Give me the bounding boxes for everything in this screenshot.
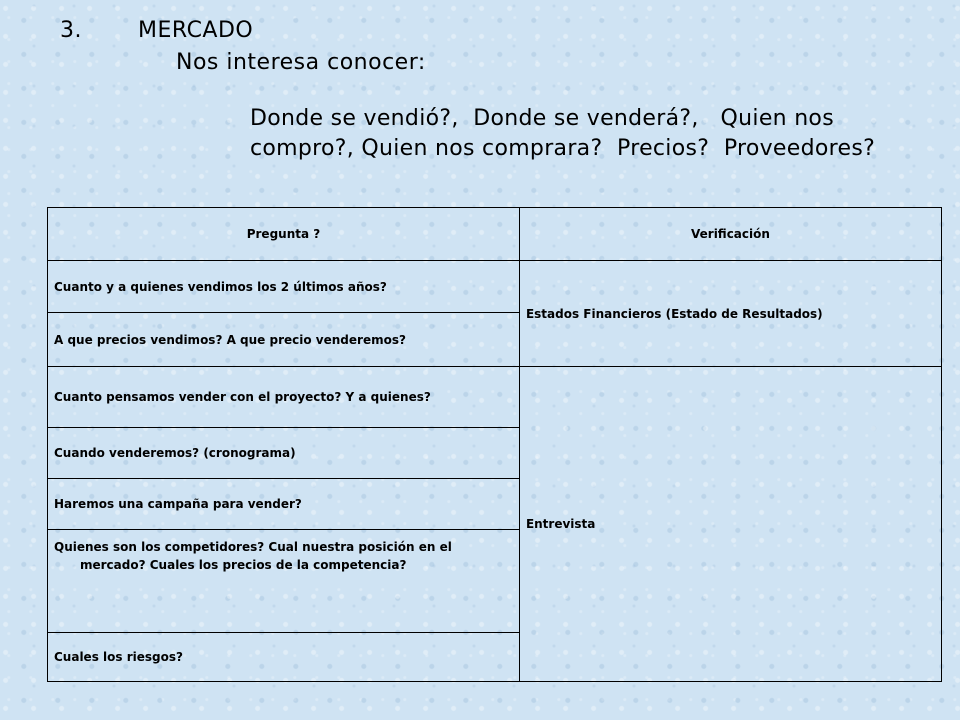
question-cell: Haremos una campaña para vender? — [48, 479, 520, 530]
question-phrase: Quien nos — [720, 106, 834, 131]
question-cell: Cuando venderemos? (cronograma) — [48, 428, 520, 479]
question-cell: Cuanto y a quienes vendimos los 2 últimos años? — [48, 261, 520, 313]
question-phrase: Proveedores? — [723, 136, 876, 161]
question-cell: A que precios vendimos? A que precio venderemos? — [48, 313, 520, 367]
question-text: Quienes son los competidores? Cual nuestra posición en el mercado? Cuales los precios de la competencia? — [54, 540, 452, 572]
verification-cell: Estados Financieros (Estado de Resultados) — [519, 261, 941, 367]
question-phrase: Donde se vendió?, — [250, 106, 459, 131]
questions-table — [47, 207, 942, 682]
table-row — [48, 261, 942, 313]
section-title: MERCADO — [138, 18, 254, 43]
table-row — [48, 367, 942, 428]
table-header-row — [48, 208, 942, 261]
questions-line-2 — [250, 134, 930, 164]
question-cell — [48, 530, 520, 633]
table-container — [47, 207, 942, 682]
question-phrase: Quien nos comprara? — [361, 136, 603, 161]
slide-header — [0, 0, 960, 200]
questions-line-1 — [250, 104, 930, 134]
header-question: Pregunta ? — [48, 208, 520, 261]
question-phrase: Precios? — [617, 136, 710, 161]
question-cell: Cuanto pensamos vender con el proyecto? Y a quienes? — [48, 367, 520, 428]
intro-text: Nos interesa conocer: — [176, 50, 426, 75]
questions-text — [250, 104, 930, 164]
verification-cell: Entrevista — [519, 367, 941, 682]
section-number: 3. — [60, 18, 82, 43]
question-cell: Cuales los riesgos? — [48, 633, 520, 682]
question-phrase: Donde se venderá?, — [473, 106, 699, 131]
header-verification: Verificación — [519, 208, 941, 261]
question-phrase: compro?, — [250, 136, 355, 161]
